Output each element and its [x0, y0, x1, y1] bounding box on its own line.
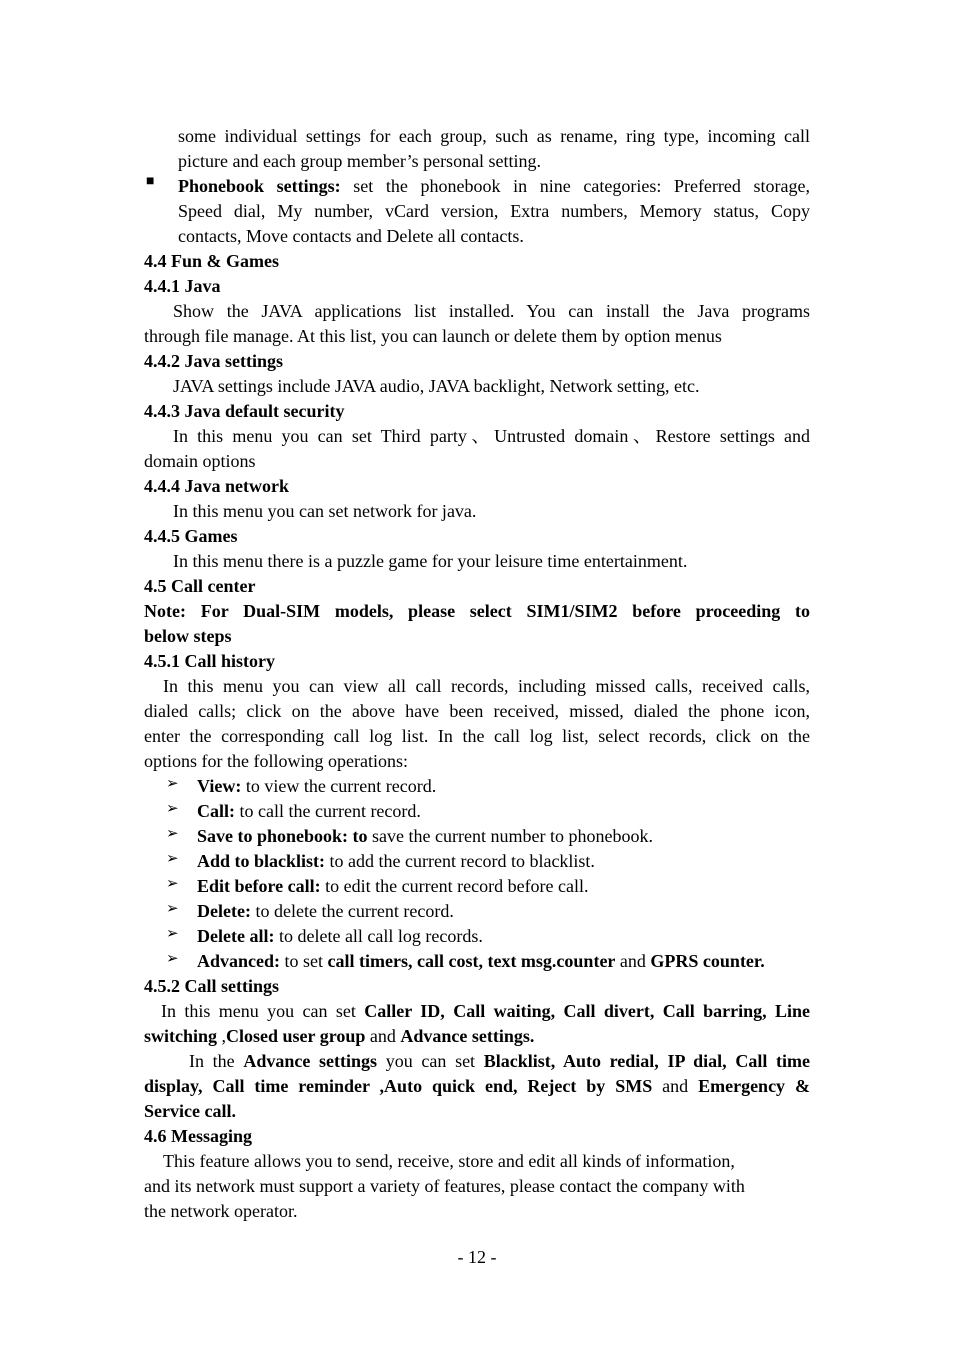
list-item-label: Add to blacklist: — [197, 851, 326, 871]
advance-settings-bold: Advance settings — [243, 1051, 378, 1071]
section-heading-call-center: 4.5 Call center — [144, 576, 256, 596]
list-item-text: and — [615, 951, 651, 971]
subsection-heading-call-history: 4.5.1 Call history — [144, 651, 276, 671]
advance-settings-bold: display, Call time reminder ,Auto quick end, Reject by SMS — [144, 1076, 653, 1096]
call-settings-text-line — [144, 999, 810, 1024]
square-bullet-icon: ■ — [146, 174, 155, 189]
list-item-label: Edit before call: — [197, 876, 321, 896]
call-settings-bold: Caller ID, Call waiting, Call divert, Call barring, Line — [364, 1001, 810, 1021]
java-security-text-line: In this menu you can set Third party、Untrusted domain、Restore settings and — [173, 426, 810, 446]
call-history-text-line: options for the following operations: — [144, 751, 408, 771]
call-settings-text: In this menu you can set — [161, 1001, 365, 1021]
call-settings-text: and — [365, 1026, 401, 1046]
phonebook-settings-bullet — [144, 174, 810, 249]
call-history-text-line: enter the corresponding call log list. In the call log list, select records, click on the — [144, 726, 810, 746]
subsection-heading-games: 4.4.5 Games — [144, 526, 238, 546]
subsection-heading-java-settings: 4.4.2 Java settings — [144, 351, 283, 371]
list-item — [144, 899, 810, 924]
page-number: - 12 - — [457, 1247, 497, 1267]
java-network-text: In this menu you can set network for java. — [173, 501, 477, 521]
advance-settings-text: you can set — [377, 1051, 484, 1071]
arrow-bullet-icon: ➢ — [166, 876, 179, 892]
arrow-bullet-icon: ➢ — [166, 926, 179, 942]
list-item-text: to call the current record. — [235, 801, 421, 821]
advance-settings-text-line — [144, 1074, 810, 1099]
phonebook-settings-text: set the phonebook in nine categories: Preferred storage, — [340, 176, 811, 196]
list-item-text: to edit the current record before call. — [320, 876, 589, 896]
section-heading-messaging: 4.6 Messaging — [144, 1126, 252, 1146]
phonebook-settings-line: Speed dial, My number, vCard version, Extra numbers, Memory status, Copy — [178, 201, 810, 221]
advance-settings-text: In the — [189, 1051, 244, 1071]
subsection-heading-call-settings: 4.5.2 Call settings — [144, 976, 279, 996]
list-item — [144, 799, 810, 824]
call-settings-text: , — [217, 1026, 227, 1046]
arrow-bullet-icon: ➢ — [166, 776, 179, 792]
advance-settings-text-line: Service call. — [144, 1101, 236, 1121]
call-history-text-line: dialed calls; click on the above have been received, missed, dialed the phone icon, — [144, 701, 810, 721]
subsection-heading-java-network: 4.4.4 Java network — [144, 476, 289, 496]
dual-sim-note-line: Note: For Dual-SIM models, please select SIM1/SIM2 before proceeding to — [144, 601, 810, 621]
arrow-bullet-icon: ➢ — [166, 826, 179, 842]
messaging-text-line: This feature allows you to send, receive, store and edit all kinds of information, — [163, 1151, 735, 1171]
list-item-label: Delete all: — [197, 926, 275, 946]
dual-sim-note-line: below steps — [144, 626, 232, 646]
java-settings-text: JAVA settings include JAVA audio, JAVA backlight, Network setting, etc. — [173, 376, 700, 396]
arrow-bullet-icon: ➢ — [166, 901, 179, 917]
advance-settings-bold: Blacklist, Auto redial, IP dial, Call time — [483, 1051, 811, 1071]
list-item-label: Delete: — [197, 901, 251, 921]
section-heading-fun-games: 4.4 Fun & Games — [144, 251, 279, 271]
arrow-bullet-icon: ➢ — [166, 951, 179, 967]
group-settings-text-line: some individual settings for each group, such as rename, ring type, incoming call — [178, 126, 810, 146]
subsection-heading-java: 4.4.1 Java — [144, 276, 221, 296]
list-item-bold-text: call timers, call cost, text msg.counter — [327, 951, 616, 971]
document-page — [144, 124, 810, 1224]
call-history-text-line: In this menu you can view all call records, including missed calls, received calls, — [163, 676, 810, 696]
call-settings-bold: switching — [144, 1026, 218, 1046]
advance-settings-text-line — [144, 1049, 810, 1074]
list-item — [144, 824, 810, 849]
java-text-line: Show the JAVA applications list installed. You can install the Java programs — [173, 301, 810, 321]
advance-settings-bold: Emergency & — [698, 1076, 810, 1096]
phonebook-settings-line: contacts, Move contacts and Delete all contacts. — [178, 226, 524, 246]
list-item-text: to delete the current record. — [250, 901, 454, 921]
java-security-text-line: domain options — [144, 451, 256, 471]
call-settings-bold: Advance settings. — [400, 1026, 535, 1046]
games-text: In this menu there is a puzzle game for your leisure time entertainment. — [173, 551, 688, 571]
messaging-text-line: and its network must support a variety of features, please contact the company with — [144, 1176, 745, 1196]
call-settings-text-line — [144, 1024, 810, 1049]
phonebook-settings-line — [178, 174, 810, 199]
list-item-bold-text: GPRS counter. — [650, 951, 765, 971]
list-item — [144, 849, 810, 874]
list-item-label: Save to phonebook: to — [197, 826, 368, 846]
list-item-text: to add the current record to blacklist. — [325, 851, 595, 871]
list-item — [144, 924, 810, 949]
list-item-label: Advanced: — [197, 951, 281, 971]
java-text-line: through file manage. At this list, you can launch or delete them by option menus — [144, 326, 722, 346]
list-item-text: to view the current record. — [241, 776, 437, 796]
group-settings-text-line: picture and each group member’s personal setting. — [178, 151, 542, 171]
arrow-bullet-icon: ➢ — [166, 801, 179, 817]
messaging-text-line: the network operator. — [144, 1201, 298, 1221]
list-item-text: save the current number to phonebook. — [367, 826, 653, 846]
list-item-text: to set — [280, 951, 328, 971]
list-item — [144, 874, 810, 899]
list-item-text: to delete all call log records. — [274, 926, 483, 946]
list-item-label: View: — [197, 776, 242, 796]
phonebook-settings-label: Phonebook settings: — [178, 176, 341, 196]
arrow-bullet-icon: ➢ — [166, 851, 179, 867]
call-settings-bold: Closed user group — [226, 1026, 366, 1046]
subsection-heading-java-security: 4.4.3 Java default security — [144, 401, 345, 421]
advance-settings-text: and — [652, 1076, 699, 1096]
list-item-advanced — [144, 949, 810, 974]
list-item — [144, 774, 810, 799]
list-item-label: Call: — [197, 801, 235, 821]
